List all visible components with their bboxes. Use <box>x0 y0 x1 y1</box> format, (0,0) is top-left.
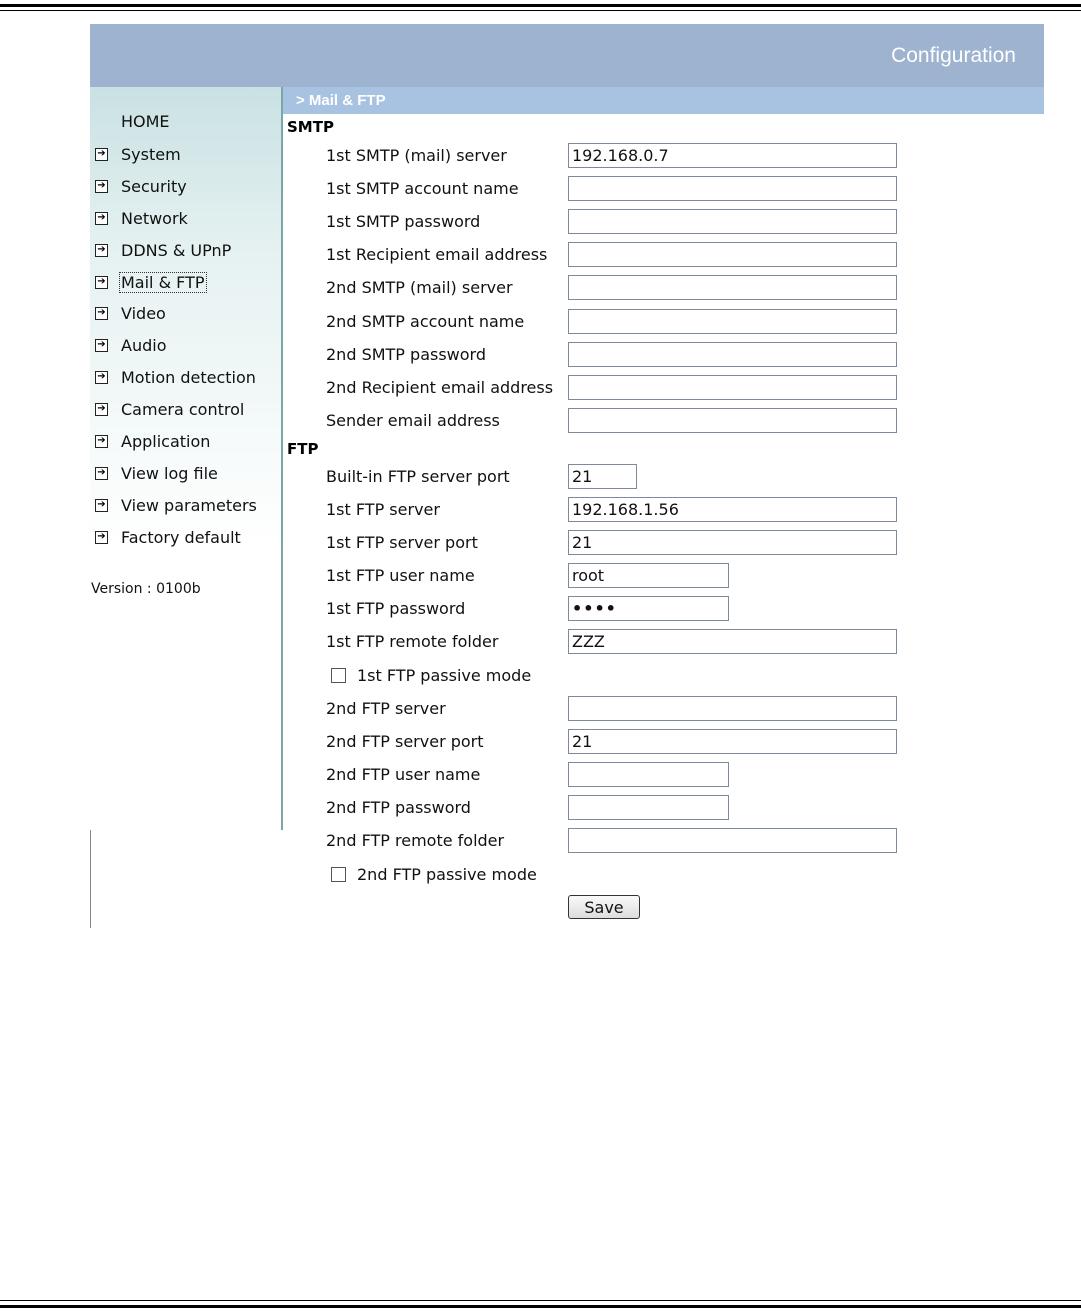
sidebar-item-label: View parameters <box>121 495 257 515</box>
ftp1-passive-checkbox[interactable] <box>331 668 346 683</box>
arrow-right-box-icon: ➔ <box>95 180 108 193</box>
ftp-heading: FTP <box>287 440 319 458</box>
smtp1-account-input[interactable] <box>568 176 897 201</box>
sidebar-item-system[interactable] <box>95 143 181 165</box>
ftp2-passive-label: 2nd FTP passive mode <box>357 864 537 884</box>
ftp1-folder-label: 1st FTP remote folder <box>326 632 499 651</box>
sidebar-item-motion-detection[interactable] <box>95 366 256 388</box>
sidebar-item-label: Factory default <box>121 527 241 547</box>
content-left-border <box>90 830 91 928</box>
sidebar-item-video[interactable] <box>95 302 166 324</box>
page-top-rule <box>0 4 1081 7</box>
ftp1-passive-label: 1st FTP passive mode <box>357 665 532 685</box>
header-title: Configuration <box>891 44 1016 67</box>
ftp2-user-label: 2nd FTP user name <box>326 765 481 784</box>
ftp2-server-input[interactable] <box>568 696 897 721</box>
smtp2-server-input[interactable] <box>568 275 897 300</box>
page-bottom-rule <box>0 1305 1081 1308</box>
sidebar-item-camera-control[interactable] <box>95 398 244 420</box>
sidebar-item-label: Application <box>121 431 211 451</box>
arrow-right-box-icon: ➔ <box>95 467 108 480</box>
ftp2-password-label: 2nd FTP password <box>326 798 471 817</box>
sidebar-item-view-parameters[interactable] <box>95 494 257 516</box>
sidebar-item-label: Mail & FTP <box>121 272 205 292</box>
page-bottom-rule-thin <box>0 1300 1081 1301</box>
ftp2-folder-label: 2nd FTP remote folder <box>326 831 505 850</box>
version-text: Version : 0100b <box>91 581 201 597</box>
header-banner <box>90 24 1044 87</box>
arrow-right-box-icon: ➔ <box>95 403 108 416</box>
ftp2-password-input[interactable] <box>568 795 729 820</box>
smtp1-server-input[interactable] <box>568 143 897 168</box>
smtp1-server-label: 1st SMTP (mail) server <box>326 146 507 165</box>
ftp1-port-input[interactable] <box>568 530 897 555</box>
sidebar-item-label: Audio <box>121 335 167 355</box>
sidebar-item-label: Camera control <box>121 399 245 419</box>
ftp1-password-input[interactable] <box>568 596 729 621</box>
ftp1-password-label: 1st FTP password <box>326 599 466 618</box>
sidebar-item-label: Motion detection <box>121 367 256 387</box>
ftp1-passive-option[interactable] <box>331 665 531 685</box>
sidebar-item-application[interactable] <box>95 430 210 452</box>
recipient2-email-input[interactable] <box>568 375 897 400</box>
sidebar-item-view-log-file[interactable] <box>95 462 218 484</box>
ftp1-user-input[interactable] <box>568 563 729 588</box>
sidebar-item-label: System <box>121 144 181 164</box>
ftp2-passive-checkbox[interactable] <box>331 867 346 882</box>
arrow-right-box-icon: ➔ <box>95 276 108 289</box>
arrow-right-box-icon: ➔ <box>95 212 108 225</box>
smtp2-server-label: 2nd SMTP (mail) server <box>326 278 513 297</box>
sender-email-label: Sender email address <box>326 411 500 430</box>
smtp2-password-label: 2nd SMTP password <box>326 345 486 364</box>
smtp-heading: SMTP <box>287 118 334 136</box>
recipient2-email-label: 2nd Recipient email address <box>326 378 554 397</box>
arrow-right-box-icon: ➔ <box>95 307 108 320</box>
sidebar <box>90 87 281 830</box>
arrow-right-box-icon: ➔ <box>95 371 108 384</box>
ftp1-server-input[interactable] <box>568 497 897 522</box>
sidebar-item-security[interactable] <box>95 175 187 197</box>
breadcrumb: > Mail & FTP <box>296 92 386 109</box>
save-button[interactable]: Save <box>568 895 640 919</box>
sidebar-item-factory-default[interactable] <box>95 526 241 548</box>
arrow-right-box-icon: ➔ <box>95 148 108 161</box>
smtp2-account-input[interactable] <box>568 309 897 334</box>
sidebar-item-home[interactable]: HOME <box>121 112 170 131</box>
section-title-bar <box>283 87 1044 114</box>
smtp1-account-label: 1st SMTP account name <box>326 179 519 198</box>
sidebar-item-audio[interactable] <box>95 334 166 356</box>
sidebar-item-label: Video <box>121 303 166 323</box>
sender-email-input[interactable] <box>568 408 897 433</box>
sidebar-item-label: Security <box>121 176 187 196</box>
ftp2-server-label: 2nd FTP server <box>326 699 446 718</box>
sidebar-item-ddns-upnp[interactable] <box>95 239 231 261</box>
page-top-rule-thin <box>0 10 1081 11</box>
smtp1-password-label: 1st SMTP password <box>326 212 481 231</box>
ftp1-folder-input[interactable] <box>568 629 897 654</box>
arrow-right-box-icon: ➔ <box>95 499 108 512</box>
arrow-right-box-icon: ➔ <box>95 531 108 544</box>
sidebar-item-network[interactable] <box>95 207 188 229</box>
arrow-right-box-icon: ➔ <box>95 339 108 352</box>
sidebar-item-mail-ftp[interactable] <box>95 271 207 293</box>
ftp1-port-label: 1st FTP server port <box>326 533 478 552</box>
smtp1-password-input[interactable] <box>568 209 897 234</box>
ftp2-port-label: 2nd FTP server port <box>326 732 484 751</box>
sidebar-item-label: View log file <box>121 463 218 483</box>
ftp2-passive-option[interactable] <box>331 864 537 884</box>
recipient1-email-label: 1st Recipient email address <box>326 245 548 264</box>
ftp1-user-label: 1st FTP user name <box>326 566 475 585</box>
ftp2-folder-input[interactable] <box>568 828 897 853</box>
builtin-ftp-port-input[interactable] <box>568 464 637 489</box>
ftp2-user-input[interactable] <box>568 762 729 787</box>
arrow-right-box-icon: ➔ <box>95 435 108 448</box>
ftp1-server-label: 1st FTP server <box>326 500 440 519</box>
recipient1-email-input[interactable] <box>568 242 897 267</box>
ftp2-port-input[interactable] <box>568 729 897 754</box>
sidebar-divider <box>281 87 283 830</box>
smtp2-password-input[interactable] <box>568 342 897 367</box>
sidebar-item-label: DDNS & UPnP <box>121 240 232 260</box>
smtp2-account-label: 2nd SMTP account name <box>326 312 525 331</box>
sidebar-item-label: Network <box>121 208 188 228</box>
arrow-right-box-icon: ➔ <box>95 244 108 257</box>
builtin-ftp-port-label: Built-in FTP server port <box>326 467 510 486</box>
